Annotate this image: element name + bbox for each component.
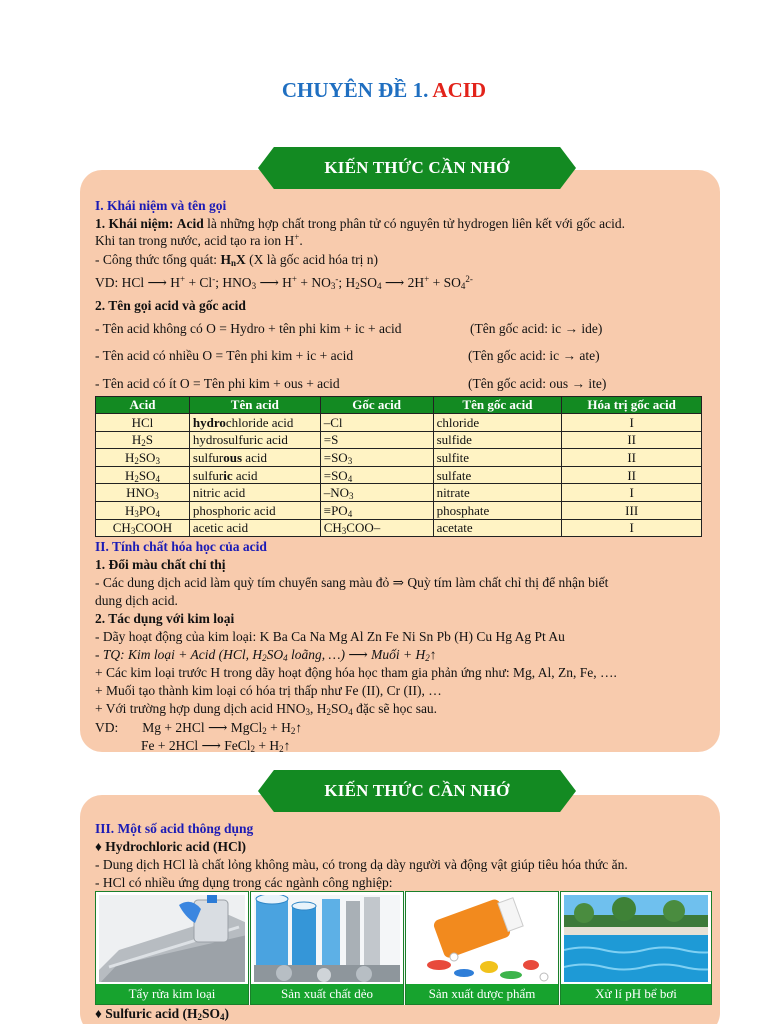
application-card — [405, 891, 559, 1005]
acid-name: acetic acid — [189, 519, 320, 537]
acid-name-bold: ic — [223, 467, 233, 483]
activity-series: - Dãy hoạt động của kim loại: K Ba Ca Na Mg Al Zn Fe Ni Sn Pb (H) Cu Hg Ag Pt Au — [95, 629, 565, 644]
header-valence: Hóa trị gốc acid — [562, 397, 702, 414]
acid-name-bold: hydro — [192, 414, 226, 430]
table-row — [96, 431, 702, 449]
table-header-row — [96, 397, 702, 414]
naming-rule-3: - Tên acid có ít O = Tên phi kim + ous + acid — [95, 376, 340, 391]
acid-name-bold: ous — [223, 449, 243, 465]
application-card — [250, 891, 404, 1005]
concept-line — [95, 215, 625, 232]
formula-line: - Công thức tổng quát: $H_nX$ (X là gốc acid hóa trị n) — [95, 252, 379, 268]
radical-name: sulfide — [433, 431, 562, 449]
naming-heading: 2. Tên gọi acid và gốc acid — [95, 298, 246, 313]
metal-note-3-post: đặc sẽ học sau. — [352, 701, 438, 716]
acid-table — [95, 396, 702, 537]
reaction-example-2: Fe + 2HCl ⟶ FeCl$_2$ + $H_2↑$ — [141, 738, 291, 752]
plastic-pipes-image — [254, 895, 400, 982]
acid-formula: $H_2SO_4$ — [96, 466, 190, 484]
hcl-heading: ♦ Hydrochloric acid (HCl) — [95, 839, 246, 854]
metal-cleaning-image — [99, 895, 245, 982]
hcl-text-1: - Dung dịch HCl là chất lỏng không màu, có trong dạ dày người và động vật giúp tiêu hóa thức ăn. — [95, 857, 628, 872]
acid-formula: $H_3PO_4$ — [96, 501, 190, 519]
concept-term: Acid — [176, 216, 204, 231]
acid-name: phosphoric acid — [189, 501, 320, 519]
section-banner-1 — [258, 147, 576, 189]
header-radical-name: Tên gốc acid — [433, 397, 562, 414]
caption-plastics: Sản xuất chất dẻo — [251, 984, 403, 1004]
naming-rule-1-radical: (Tên gốc acid: ic → ide) — [470, 321, 603, 336]
radical-formula: $=SO_4$ — [320, 466, 433, 484]
caption-metal-cleaning: Tẩy rửa kim loại — [96, 984, 248, 1004]
ionization-example: VD: HCl ⟶ H+ + Cl-; $HNO_3$ ⟶ $H^+ + NO_3^-$; $H_2SO_4$ ⟶ $2H^+ + SO_4^{2-}$ — [95, 274, 473, 291]
acid-name — [189, 449, 320, 467]
acid-name-rest: acid — [232, 467, 258, 483]
radical-valence: II — [562, 466, 702, 484]
reaction-example-1: VD: Mg + 2HCl ⟶ MgCl$_2$ + $H_2↑$ — [95, 720, 303, 736]
acid-name-rest: chloride acid — [225, 414, 294, 430]
naming-rule-1: - Tên acid không có O = Hydro + tên phi kim + ic + acid — [95, 321, 402, 336]
section-heading-2: II. Tính chất hóa học của acid — [95, 539, 267, 554]
radical-name: phosphate — [433, 501, 562, 519]
concept-line-2: Khi tan trong nước, acid tạo ra ion H+. — [95, 232, 303, 248]
caption-pool-ph: Xử lí pH bể bơi — [561, 984, 711, 1004]
radical-valence: I — [562, 414, 702, 432]
metal-heading: 2. Tác dụng với kim loại — [95, 611, 235, 626]
section-banner-2 — [258, 770, 576, 812]
table-row — [96, 501, 702, 519]
naming-rule-2: - Tên acid có nhiều O = Tên phi kim + ic + acid — [95, 348, 354, 363]
header-acid-name: Tên acid — [189, 397, 320, 414]
section-heading-1: I. Khái niệm và tên gọi — [95, 198, 227, 213]
swimming-pool-image — [564, 895, 708, 982]
banner-label: KIẾN THỨC CẦN NHỚ — [324, 158, 510, 177]
acid-formula: $H_2SO_3$ — [96, 449, 190, 467]
indicator-text-2: dung dịch acid. — [95, 593, 178, 608]
acid-name — [189, 414, 320, 432]
table-row — [96, 466, 702, 484]
acid-name-rest: acid — [242, 449, 267, 465]
table-row — [96, 484, 702, 502]
acid-formula: $CH_3COOH$ — [96, 519, 190, 537]
radical-formula: =S — [320, 431, 433, 449]
knowledge-panel-1 — [80, 170, 720, 752]
page-title — [0, 78, 768, 103]
concept-line2-text: Khi tan trong nước, acid tạo ra ion H — [95, 233, 295, 248]
formula-pre: - Công thức tổng quát: — [95, 252, 221, 267]
acid-name: nitric acid — [189, 484, 320, 502]
naming-rule-2-radical: (Tên gốc acid: ic → ate) — [468, 348, 600, 363]
acid-formula: $H_2S$ — [96, 431, 190, 449]
metal-note-1: + Các kim loại trước H trong dãy hoạt động hóa học tham gia phản ứng như: Mg, Al, Zn, Fe, …. — [95, 665, 617, 680]
radical-name: nitrate — [433, 484, 562, 502]
acid-formula: $HNO_3$ — [96, 484, 190, 502]
indicator-text: - Các dung dịch acid làm quỳ tím chuyển sang màu đỏ ⇒ Quỳ tím làm chất chỉ thị để nhận biết — [95, 575, 609, 590]
radical-formula: $=SO_3$ — [320, 449, 433, 467]
acid-name-pre: sulfur — [192, 467, 224, 483]
metal-note-3: + Với trường hợp dung dịch acid $HNO_3$, $H_2SO_4$ đặc sẽ học sau. — [95, 701, 438, 717]
radical-formula: –Cl — [320, 414, 433, 432]
h2so4-heading-text: ♦ Sulfuric acid (H — [95, 1006, 198, 1021]
table-row — [96, 449, 702, 467]
radical-valence: I — [562, 484, 702, 502]
metal-note-3-pre: + Với trường hợp dung dịch acid HNO — [95, 701, 306, 716]
acid-name-pre: sulfur — [192, 449, 224, 465]
radical-name: sulfate — [433, 466, 562, 484]
concept-text: là những hợp chất trong phân tử có nguyên tử hydrogen liên kết với gốc acid. — [203, 216, 626, 231]
application-card — [95, 891, 249, 1005]
caption-pharmaceuticals: Sản xuất dược phẩm — [406, 984, 558, 1004]
hcl-text-2: - HCl có nhiều ứng dụng trong các ngành công nghiệp: — [95, 875, 393, 890]
section-heading-3: III. Một số acid thông dụng — [95, 821, 254, 836]
radical-formula: $CH_3COO-$ — [320, 519, 433, 537]
radical-formula: $-NO_3$ — [320, 484, 433, 502]
title-prefix: CHUYÊN ĐỀ 1. — [281, 78, 429, 102]
radical-name: acetate — [433, 519, 562, 537]
radical-valence: II — [562, 431, 702, 449]
radical-valence: III — [562, 501, 702, 519]
indicator-heading: 1. Đổi màu chất chỉ thị — [95, 557, 226, 572]
naming-rule-3-radical: (Tên gốc acid: ous → ite) — [468, 376, 607, 391]
title-highlight: ACID — [432, 78, 487, 102]
radical-name: chloride — [433, 414, 562, 432]
knowledge-panel-2 — [80, 795, 720, 1024]
acid-formula: HCl — [96, 414, 190, 432]
radical-formula: $\equiv PO_4$ — [320, 501, 433, 519]
h2so4-heading: ♦ Sulfuric acid $(H_2SO_4)$ — [95, 1006, 230, 1022]
radical-valence: I — [562, 519, 702, 537]
acid-name: hydrosulfuric acid — [189, 431, 320, 449]
general-equation: - TQ: Kim loại + Acid (HCl, $H_2SO_4$ loãng, …) ⟶ Muối + $H_2↑$ — [95, 647, 437, 663]
banner-label: KIẾN THỨC CẦN NHỚ — [324, 781, 510, 800]
radical-valence: II — [562, 449, 702, 467]
header-radical: Gốc acid — [320, 397, 433, 414]
header-acid: Acid — [96, 397, 190, 414]
application-card — [560, 891, 712, 1005]
concept-label: 1. Khái niệm: — [95, 216, 174, 231]
formula-post: (X là gốc acid hóa trị n) — [245, 252, 379, 267]
acid-name — [189, 466, 320, 484]
pharmaceuticals-image — [409, 895, 555, 982]
radical-name: sulfite — [433, 449, 562, 467]
table-row — [96, 414, 702, 432]
table-row — [96, 519, 702, 537]
hcl-applications — [95, 891, 712, 1005]
example-label: VD: — [95, 720, 119, 735]
metal-note-2: + Muối tạo thành kim loại có hóa trị thấp như Fe (II), Cr (II), … — [95, 683, 442, 698]
